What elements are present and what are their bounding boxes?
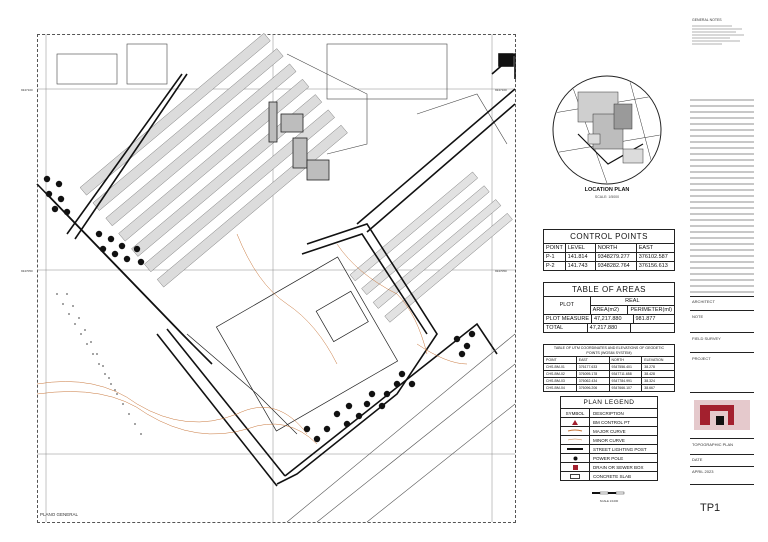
table-cell: 38.278 <box>641 364 674 370</box>
table-header: AREA(m2) <box>591 306 629 314</box>
building-outline <box>127 44 167 84</box>
plan-footer-label: PLANO GENERAL <box>40 512 79 517</box>
table-row <box>544 314 674 323</box>
sheet-code: TP1 <box>700 502 721 514</box>
road-edge <box>287 334 515 522</box>
table-header-group <box>590 297 674 314</box>
building-outline <box>417 94 507 144</box>
legend-label: POWER POLE <box>593 455 624 461</box>
plot-boundary <box>277 224 437 484</box>
drawing-title: TOPOGRAPHIC PLAN <box>692 442 734 447</box>
table-cell: 376096.206 <box>576 385 609 391</box>
table-row <box>544 377 674 384</box>
grid-label: 9347050 <box>495 269 507 273</box>
table-header: EAST <box>576 357 609 363</box>
divider <box>690 484 754 485</box>
table-cell: 141.743 <box>565 262 595 270</box>
divider <box>690 352 754 353</box>
plot-boundary <box>75 74 187 239</box>
legend-item <box>561 471 657 480</box>
table-header: REAL <box>591 297 674 306</box>
contour-line <box>237 234 337 364</box>
table-cell: 47,217.880 <box>591 315 633 323</box>
divider <box>690 438 754 439</box>
building-block <box>269 102 277 142</box>
table-cell: CHS-BM-04 <box>546 386 565 390</box>
table-cell: 9348279.277 <box>595 253 636 261</box>
table-cell: P-2 <box>546 263 555 269</box>
building-block <box>307 160 329 180</box>
table-header: NORTH <box>609 357 642 363</box>
parking-row <box>362 186 490 295</box>
survey-field: FIELD SURVEY <box>692 336 721 341</box>
parking-row <box>373 200 501 309</box>
scale-bar-label: SCALE 1/1000 <box>599 499 619 503</box>
light-post-icon <box>561 445 590 453</box>
areas-table <box>543 282 675 333</box>
date-value: APRIL 2023 <box>692 469 714 474</box>
table-row <box>544 370 674 377</box>
table-cell <box>630 324 674 332</box>
table-cell: 38.428 <box>641 371 674 377</box>
divider <box>690 454 754 455</box>
contour-line <box>37 392 317 445</box>
divider <box>690 466 754 467</box>
legend-item <box>561 417 657 426</box>
location-plan-map <box>548 74 666 186</box>
areas-title: TABLE OF AREAS <box>572 285 646 294</box>
table-cell: 38.667 <box>641 385 674 391</box>
legend-header: DESCRIPTION <box>593 410 624 416</box>
table-cell: 9347666.107 <box>609 385 642 391</box>
table-cell: 9348282.764 <box>595 262 636 270</box>
power-pole-icon <box>561 454 590 462</box>
legend-label: STREET LIGHTING POST <box>593 446 647 452</box>
table-cell: 9347784.991 <box>609 378 642 384</box>
date-label: DATE <box>692 457 703 462</box>
control-points-table <box>543 229 675 271</box>
divider <box>690 310 754 311</box>
legend-item <box>561 462 657 471</box>
road-edge <box>367 404 515 522</box>
table-header-row <box>544 356 674 363</box>
plot-marker <box>499 54 513 66</box>
grid-label: 9347100 <box>495 88 507 92</box>
table-cell: 38.324 <box>641 378 674 384</box>
legend-item <box>561 426 657 435</box>
triangle-icon <box>561 418 590 426</box>
slab-icon <box>561 472 590 480</box>
legend-item <box>561 435 657 444</box>
table-row <box>544 363 674 370</box>
title-block <box>690 14 754 518</box>
table-header: PERIMETER(ml) <box>630 307 672 313</box>
utm-coordinates-table <box>543 344 675 392</box>
table-row <box>544 261 674 270</box>
location-plan-scale: SCALE: 1/5000 <box>594 195 620 199</box>
grid-label: 9347050 <box>21 269 33 273</box>
table-cell: 376177.633 <box>576 364 609 370</box>
legend-label: MINOR CURVE <box>593 437 625 443</box>
building-outline <box>57 54 117 84</box>
table-header: POINT <box>546 358 557 362</box>
utm-table-title: TABLE OF UTM COORDINATES AND ELEVATIONS OF GEODETIC POINTS (WGS84 SYSTEM) <box>553 346 665 355</box>
table-cell: PLOT MEASURE <box>546 316 589 322</box>
table-cell: 9347711.658 <box>609 371 642 377</box>
divider <box>690 332 754 333</box>
table-cell: 376062.434 <box>576 378 609 384</box>
table-cell: CHS-BM-02 <box>546 372 565 376</box>
road-edge <box>317 364 515 522</box>
location-plan-title: LOCATION PLAN <box>584 187 630 193</box>
table-cell: 141.814 <box>565 253 595 261</box>
legend-label: DRAIN OR SEWER BOX <box>593 464 644 470</box>
control-points-title: CONTROL POINTS <box>570 232 648 241</box>
legend-label: BM CONTROL PT <box>593 419 630 425</box>
table-subheader-row <box>591 306 674 314</box>
table-cell: 376095.178 <box>576 371 609 377</box>
legend-item <box>561 444 657 453</box>
general-notes-text <box>692 24 752 54</box>
scale-bar <box>592 490 626 498</box>
table-cell: CHS-BM-03 <box>546 379 565 383</box>
legend-header-row <box>561 408 657 417</box>
building-outline <box>327 44 447 99</box>
table-cell: 376156.613 <box>636 262 674 270</box>
major-curve-icon <box>561 427 590 435</box>
vegetation-dots <box>56 293 142 435</box>
legend-header: SYMBOL <box>561 409 590 417</box>
table-row <box>544 384 674 391</box>
table-header: POINT <box>546 245 563 251</box>
note-field: NOTE <box>692 314 704 319</box>
inner-building <box>316 291 368 341</box>
company-logo <box>694 400 750 430</box>
building-block <box>281 114 303 132</box>
grid-label: 9347100 <box>21 88 33 92</box>
drain-box-icon <box>561 463 590 471</box>
table-cell: 47,217.880 <box>587 324 631 332</box>
legend-title: PLAN LEGEND <box>583 399 635 406</box>
architect-field: ARCHITECT <box>692 299 715 304</box>
table-cell: 981.877 <box>633 315 675 323</box>
table-header: LEVEL <box>565 244 595 252</box>
table-header: PLOT <box>559 302 575 308</box>
divider <box>690 392 754 393</box>
legend-item <box>561 453 657 462</box>
table-cell: TOTAL <box>546 325 564 331</box>
legend-label: CONCRETE SLAB <box>593 473 632 479</box>
plan-legend <box>560 396 658 481</box>
table-cell: 376102.587 <box>636 253 674 261</box>
table-header: ELEVATION <box>641 357 674 363</box>
table-cell: 9347556.401 <box>609 364 642 370</box>
table-header-row <box>544 296 674 314</box>
building-block <box>293 138 307 168</box>
project-field: PROJECT <box>692 356 711 361</box>
table-header: EAST <box>636 244 674 252</box>
table-header-row <box>544 243 674 252</box>
table-row <box>544 252 674 261</box>
plot-boundary <box>157 334 277 486</box>
access-road <box>187 334 297 434</box>
table-cell: CHS-BM-01 <box>546 365 565 369</box>
minor-curve-icon <box>561 436 590 444</box>
legend-label: MAJOR CURVE <box>593 428 626 434</box>
table-row <box>544 323 674 332</box>
divider <box>690 296 754 297</box>
table-cell: P-1 <box>546 254 555 260</box>
revision-table <box>690 100 754 294</box>
table-header: NORTH <box>595 244 636 252</box>
plot-boundary <box>367 104 515 232</box>
site-plan-drawing <box>21 34 515 522</box>
notes-heading: GENERAL NOTES <box>692 18 722 22</box>
